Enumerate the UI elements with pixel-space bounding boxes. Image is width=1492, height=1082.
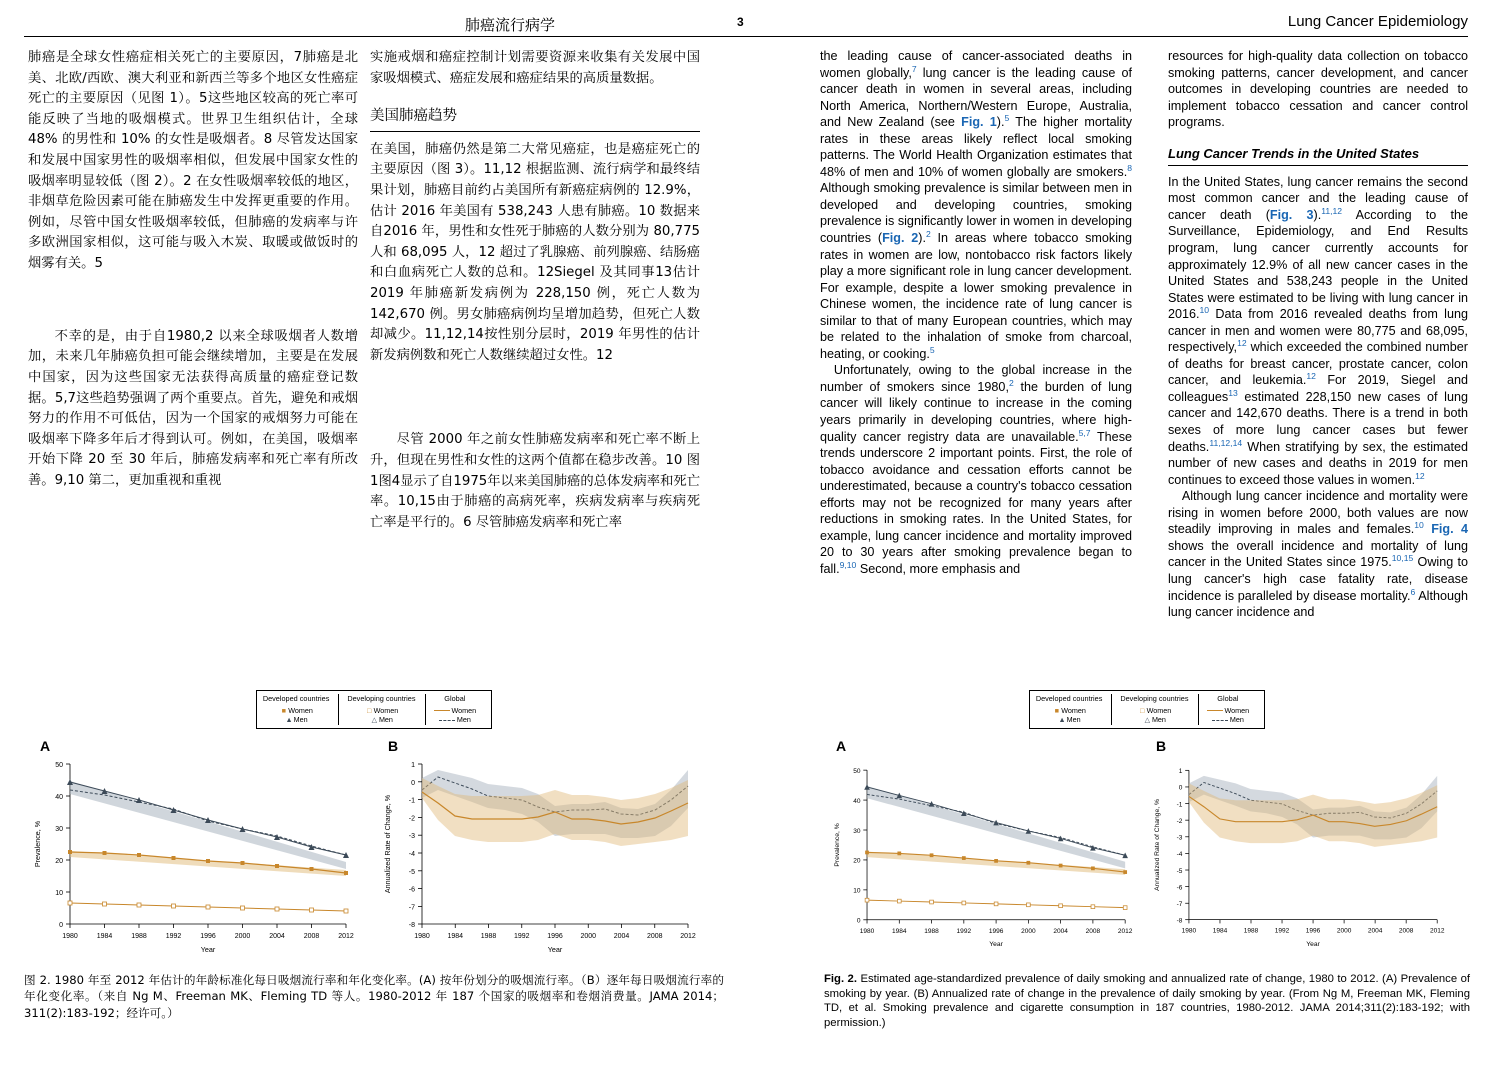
svg-text:2008: 2008 [1398,927,1414,935]
paragraph-en-1-1 [820,48,1132,362]
section-heading-chinese: 美国肺癌趋势 [370,105,700,131]
svg-text:Year: Year [989,940,1003,948]
text-run: Although lung cancer incidence and mortality were rising in women before 2000, both values are now steadily improving in males and females. [1168,489,1468,537]
triangle-filled-icon: ▲ [285,715,293,725]
triangle-open-icon: △ [1144,715,1151,725]
svg-text:2000: 2000 [1336,927,1352,935]
svg-text:0: 0 [411,779,415,787]
svg-text:1996: 1996 [547,932,563,940]
svg-text:10: 10 [853,887,861,895]
citation-ref: 12 [1306,371,1316,382]
section-heading-english: Lung Cancer Trends in the United States [1168,145,1468,166]
svg-text:2004: 2004 [1053,927,1068,935]
text-run: Data from 2016 revealed deaths from lung cancer in men and women were 80,775 and 68,095, respectively, [1168,307,1468,355]
legend-item-developing-men: △ Men [339,715,425,725]
square-open-icon: □ [366,705,372,715]
svg-text:2004: 2004 [1367,927,1383,935]
text-run: the burden of lung cancer will likely continue to increase in the coming years primarily in developing countries, where high-quality cancer registry data are unavailable. [820,379,1133,444]
svg-text:1988: 1988 [480,932,497,940]
svg-text:-6: -6 [408,886,415,894]
svg-text:-7: -7 [408,904,415,912]
citation-ref: 5 [1004,113,1010,123]
text-run: ). [918,231,926,246]
svg-text:1988: 1988 [924,927,939,935]
figure-caption-label: Fig. 2. [824,972,857,985]
svg-text:2000: 2000 [234,932,251,940]
legend-header-developing: Developing countries [339,694,425,706]
svg-text:1984: 1984 [892,927,907,935]
chart-panel-a-left [24,754,364,964]
svg-text:2012: 2012 [1429,927,1445,935]
legend-item-developing-men: △ Men [1112,715,1198,725]
citation-ref: 11,12 [1321,205,1343,216]
paragraph-cn-1-1: 肺癌是全球女性癌症相关死亡的主要原因，7肺癌是北美、北欧/西欧、澳大利亚和新西兰等多个地区女性癌症死亡的主要原因（见图 1）。5这些地区较高的死亡率可能反映了当地的吸烟模式。世界卫生组织估计，全球 48% 的男性和 10% 的女性是吸烟者。8 尽管发达国家和发展中国家男性的吸烟率相似，但发展中国家女性的吸烟率明显较低（图 2）。2 在女性吸烟率较低的地区，非烟草危险因素可能在肺癌发生中发挥更重要的作用。例如，尽管中国女性吸烟率较低，但肺癌的发病率与许多欧洲国家相似，这可能与吸入木炭、取暖或做饭时的烟雾有关。5 [28,50,358,272]
svg-text:30: 30 [55,825,63,833]
text-run: ). [1313,207,1322,222]
citation-ref: 11,12,14 [1209,437,1243,448]
figure-2-chinese [24,690,724,1022]
svg-text:Prevalence, %: Prevalence, % [33,820,42,867]
legend-item-global-men: Men [425,715,485,725]
svg-text:1992: 1992 [513,932,530,940]
svg-text:Annualized Rate of Change, %: Annualized Rate of Change, % [1154,798,1162,891]
svg-text:2008: 2008 [1085,927,1101,935]
line-dashed-icon [1212,720,1228,721]
svg-text:-6: -6 [1176,884,1183,892]
svg-text:1992: 1992 [1274,927,1290,935]
citation-ref: 7 [911,63,917,74]
column-english-1 [820,48,1132,578]
panel-b-label-left: B [388,737,399,754]
chart-panel-b-right [1146,754,1454,964]
figure-2-english [824,690,1470,1031]
citation-ref: 10 [1199,305,1210,316]
page-number: 3 [737,15,744,29]
text-run: estimated 228,150 new cases of lung cancer and 142,670 deaths. There is a trend in both sexes of more lung cancer cases but fewer deaths. [1168,389,1468,454]
text-run: shows the overall incidence and mortality of lung cancer in the United States since 1975. [1168,538,1468,570]
svg-text:1996: 1996 [988,927,1004,935]
svg-text:2008: 2008 [303,932,320,940]
running-head-chinese: 肺癌流行病学 [465,16,556,34]
legend-item-developing-women: □ Women [1112,706,1198,716]
svg-text:0: 0 [59,921,63,929]
svg-text:40: 40 [853,797,861,805]
running-head-english: Lung Cancer Epidemiology [1287,13,1468,30]
paragraph-cn-2-3: 尽管 2000 年之前女性肺癌发病率和死亡率不断上升，但现在男性和女性的这两个值都在稳步改善。10 图1图4显示了自1975年以来美国肺癌的总体发病率和死亡率。10,15由于肺癌的高病死率，疾病发病率与疾病死亡率是平行的。6 尽管肺癌发病率和死亡率 [370,432,700,530]
panel-a-label-left: A [40,737,51,754]
svg-text:-2: -2 [408,815,415,823]
svg-text:1: 1 [411,761,415,769]
text-run: In areas where tobacco smoking rates in women are low, nontobacco risk factors likely play a more significant role in lung cancer development. For example, despite a lower smoking prevalence in Chinese women, the incidence rate of lung cancer is similar to that of many European countries, which may be related to the inhalation of smoke from charcoal, heating, or cooking. [820,231,1133,361]
svg-text:20: 20 [853,857,861,865]
line-dashed-icon [439,720,455,721]
figure-reference-link[interactable]: Fig. 1 [961,115,997,130]
svg-text:-4: -4 [408,850,415,858]
citation-ref: 10 [1414,520,1424,531]
panel-a-label-right: A [836,737,847,754]
legend-item-global-women: Women [1198,706,1258,716]
svg-text:2004: 2004 [269,932,285,940]
line-solid-icon [434,710,450,711]
text-run: Although smoking prevalence is similar between men in developed and developing countries, smoking prevalence is significantly lower in women in developing countries ( [820,181,1132,246]
figure-reference-link[interactable]: Fig. 4 [1431,522,1469,537]
square-filled-icon: ■ [281,705,286,715]
header-rule [24,36,1468,37]
svg-text:50: 50 [853,767,861,775]
legend-item-global-women: Women [425,706,485,716]
svg-text:1980: 1980 [62,932,78,940]
page-header [0,8,1492,38]
text-run: In the United States, lung cancer remains the second most common cancer and the leading cause of cancer death ( [1168,174,1468,222]
paragraph-cn-2-1: 实施戒烟和癌症控制计划需要资源来收集有关发展中国家吸烟模式、癌症发展和癌症结果的高质量数据。 [370,50,700,86]
column-english-2 [1168,48,1468,621]
svg-text:Year: Year [547,944,563,954]
svg-text:1996: 1996 [1305,927,1321,935]
svg-text:1988: 1988 [1243,927,1259,935]
paragraph-en-2-2 [1168,174,1468,488]
citation-ref: 12 [1237,338,1247,349]
svg-text:1988: 1988 [131,932,147,940]
text-run: Owing to lung cancer's high case fatality rate, disease incidence is paralleled by disease mortality. [1168,555,1469,603]
svg-text:2000: 2000 [1021,927,1036,935]
legend-item-developed-women: ■ Women [1036,706,1112,716]
citation-ref: 6 [1410,586,1416,597]
svg-text:-8: -8 [408,921,415,929]
svg-text:Year: Year [1306,940,1320,948]
figure-caption-english [824,972,1470,1032]
text-run: Although lung cancer incidence and [1168,588,1468,620]
legend-header-developing: Developing countries [1112,694,1198,706]
svg-text:-5: -5 [408,868,415,876]
svg-text:1984: 1984 [447,932,464,940]
paragraph-en-2-3 [1168,488,1468,620]
svg-text:1992: 1992 [956,927,972,935]
svg-text:20: 20 [55,857,63,865]
svg-text:0: 0 [856,917,861,925]
figure-legend-left [256,690,492,729]
citation-ref: 13 [1228,387,1238,398]
citation-ref: 8 [1127,162,1132,173]
paragraph-cn-1-2: 不幸的是，由于自1980,2 以来全球吸烟者人数增加，未来几年肺癌负担可能会继续增加，主要是在发展中国家，因为这些国家无法获得高质量的癌症登记数据。5,7这些趋势强调了两个重要点。首先，避免和戒烟努力的作用不可低估，因为一个国家的戒烟努力可能在吸烟率下降多年后才得到认可。例如，在美国，吸烟率开始下降 20 至 30 年后，肺癌发病率和死亡率有所改善。9,10 第二，更加重视和重视 [28,328,358,488]
svg-text:1992: 1992 [165,932,182,940]
svg-text:-5: -5 [1176,867,1183,875]
svg-text:2000: 2000 [580,932,597,940]
svg-text:1: 1 [1178,767,1183,775]
svg-text:50: 50 [55,761,63,769]
figure-reference-link[interactable]: Fig. 2 [882,231,919,246]
svg-text:-8: -8 [1176,917,1183,925]
svg-text:0: 0 [1178,784,1183,792]
column-chinese-2 [370,48,700,533]
svg-text:2004: 2004 [613,932,630,940]
chart-panel-a-right [824,754,1142,964]
svg-text:30: 30 [853,827,861,835]
text-run: According to the Surveillance, Epidemiology, and End Results program, lung cancer currently accounts for approximately 12.9% of all new cancer cases in the United States and 538,243 people in the United States were estimated to be living with lung cancer in 2016. [1168,207,1468,322]
svg-text:-7: -7 [1176,900,1183,908]
figure-caption-chinese: 图 2. 1980 年至 2012 年估计的年龄标准化每日吸烟流行率和年化变化率。(A) 按年份划分的吸烟流行率。（B）逐年每日吸烟流行率的年化变化率。（来自 Ng M、Freeman MK、Fleming TD 等人。1980-2012 年 187 个国家的吸烟率和卷烟消费量。JAMA 2014；311(2):183-192；经许可。） [24,972,724,1021]
panel-b-label-right: B [1156,737,1167,754]
triangle-open-icon: △ [371,715,378,725]
text-run: For 2019, Siegel and colleagues [1168,373,1469,404]
figure-caption-text: Estimated age-standardized prevalence of daily smoking and annualized rate of change, 1980 to 2012. (A) Prevalence of smoking by year. (B) Annualized rate of change in the prevalence of daily smoking by year. (From Ng M, Freeman MK, Fleming TD, et al. Smoking prevalence and cigarette consumption in 187 countries, 1980-2012. JAMA 2014;311(2):183-192; with permission.) [824,972,1471,1030]
svg-text:-1: -1 [1176,800,1183,808]
citation-ref: 2 [925,228,931,239]
svg-text:2008: 2008 [646,932,663,940]
figure-panels-left [24,736,724,966]
legend-item-developed-women: ■ Women [263,706,339,716]
column-chinese-1 [28,48,358,492]
triangle-filled-icon: ▲ [1058,715,1066,725]
svg-text:Annualized Rate of Change, %: Annualized Rate of Change, % [383,794,392,893]
figure-legend-right [1029,690,1265,729]
svg-text:-1: -1 [408,797,415,805]
figure-panels-right [824,736,1470,966]
svg-text:2012: 2012 [680,932,696,940]
svg-text:1980: 1980 [1181,927,1197,935]
svg-text:1984: 1984 [1212,927,1228,935]
square-open-icon: □ [1139,705,1145,715]
citation-ref: 5,7 [1078,427,1091,438]
svg-text:2012: 2012 [1117,927,1133,935]
svg-text:40: 40 [55,793,63,801]
svg-text:1984: 1984 [96,932,113,940]
svg-text:-2: -2 [1176,817,1183,825]
svg-text:1980: 1980 [414,932,430,940]
citation-ref: 9,10 [839,559,857,570]
svg-text:10: 10 [55,889,63,897]
legend-item-global-men: Men [1198,715,1258,725]
legend-item-developed-men: ▲Men [1058,715,1081,725]
paragraph-cn-2-2: 在美国，肺癌仍然是第二大常见癌症，也是癌症死亡的主要原因（图 3）。11,12 根据监测、流行病学和最终结果计划，肺癌目前约占美国所有新癌症病例的 12.9%，估计 2016 年美国有 538,243 人患有肺癌。10 数据来自2016 年，男性和女性死于肺癌的人数分别为 80,775 人和 68,095 人，12 超过了乳腺癌、前列腺癌、结肠癌和白血病死亡人数的总和。12Siegel 及其同事13估计 2019 年肺癌新发病例为 228,150 例，死亡人数为 142,670 例。男女肺癌病例均呈增加趋势，但死亡人数却减少。11,12,14按性别分层时，2019 年男性的估计新发病例数和死亡人数继续超过女性。12 [370,141,700,363]
svg-text:2012: 2012 [338,932,354,940]
legend-header-developed: Developed countries [262,694,330,703]
text-run: which exceeded the combined number of deaths for breast cancer, prostate cancer, colon cancer, and leukemia. [1168,340,1468,388]
text-run: The higher mortality rates in these areas likely reflect local smoking patterns. The World Health Organization estimates that 48% of men and 10% of women globally are smokers. [820,115,1133,179]
text-run: the leading cause of cancer-associated deaths in women globally, [820,49,1132,80]
svg-text:Prevalence, %: Prevalence, % [833,822,841,867]
citation-ref: 12 [1415,470,1425,481]
square-filled-icon: ■ [1054,705,1059,715]
citation-ref: 5 [929,344,935,355]
text-run: Unfortunately, owing to the global increase in the number of smokers since 1980, [820,363,1132,394]
text-run: lung cancer is the leading cause of cancer death in women in several areas, including North America, Northern/Western Europe, Australia, and New Zealand (see [820,65,1132,130]
text-run: When stratifying by sex, the estimated number of new cases and deaths in 2019 for men continues to exceed those values in women. [1168,439,1468,487]
svg-text:-4: -4 [1176,850,1183,858]
legend-header-developed: Developed countries [1035,694,1103,703]
text-run: These trends underscore 2 important points. First, the role of tobacco avoidance and cessation efforts cannot be underestimated, because a country's tobacco cessation efforts may not be recognized for many years after reductions in smoking rates. In the United States, for example, lung cancer incidence and mortality improved 20 to 30 years after smoking prevalence began to fall. [820,429,1132,576]
svg-text:1996: 1996 [200,932,216,940]
legend-header-global: Global [1198,694,1258,706]
svg-text:Year: Year [200,944,216,954]
citation-ref: 2 [1008,377,1014,388]
paragraph-en-2-1: resources for high-quality data collection on tobacco smoking patterns, cancer development, and cancer outcomes in developing countries are needed to implement tobacco cessation and cancer control programs. [1168,49,1468,130]
citation-ref: 10,15 [1391,553,1414,564]
svg-text:-3: -3 [408,832,415,840]
legend-item-developing-women: □ Women [339,706,425,716]
svg-text:-3: -3 [1176,834,1183,842]
legend-header-global: Global [425,694,485,706]
line-solid-icon [1207,710,1223,711]
text-run: Second, more emphasis and [856,561,1021,576]
legend-item-developed-men: ▲Men [285,715,308,725]
svg-text:1980: 1980 [859,927,875,935]
figure-reference-link[interactable]: Fig. 3 [1269,207,1314,222]
paragraph-en-1-2 [820,362,1132,577]
chart-panel-b-left [376,754,706,964]
text-run: ). [996,115,1005,130]
